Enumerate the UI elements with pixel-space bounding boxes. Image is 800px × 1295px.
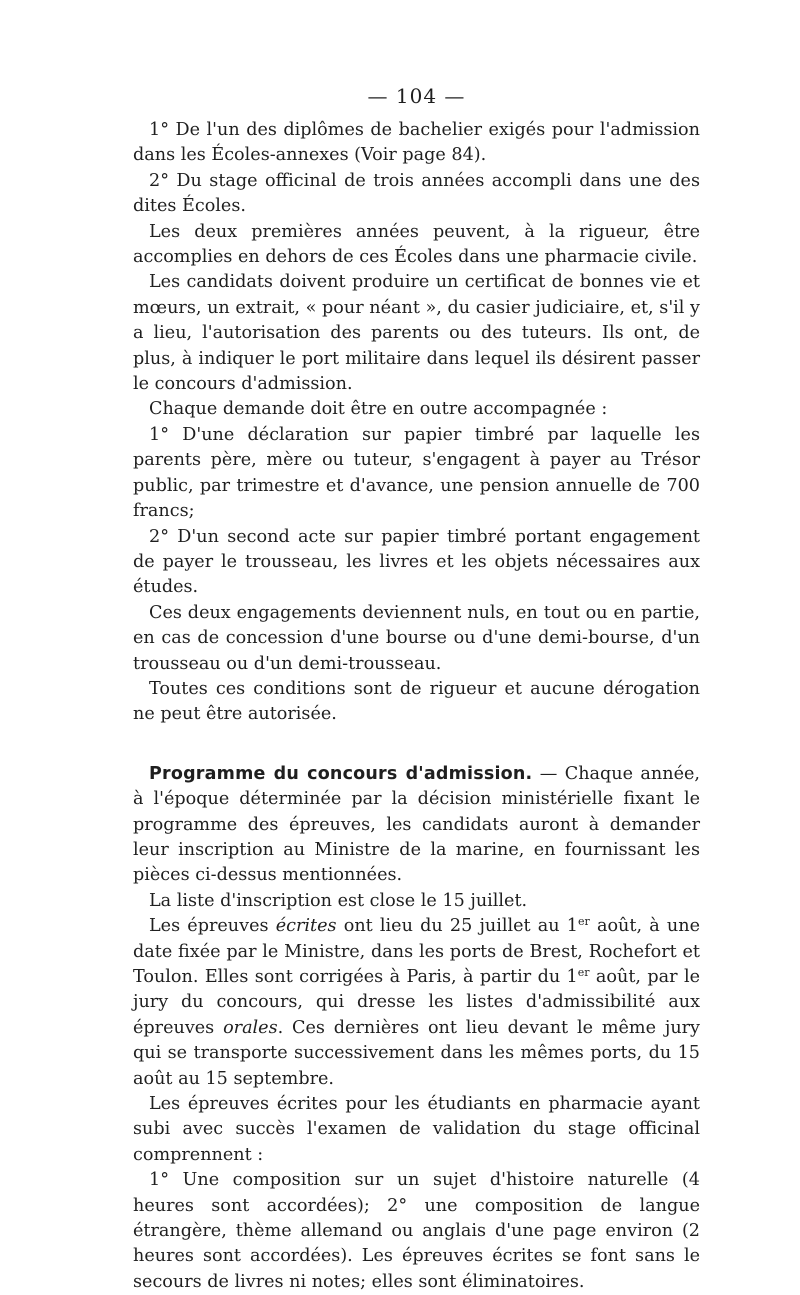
- paragraph-4: Les candidats doivent produire un certificat de bonnes vie et mœurs, un extrait, « pour néant », du casier judiciaire, et, s'il y a lieu, l'autorisation des parents ou des tuteurs. Ils ont, de plus, à indiquer le port militaire dans lequel ils désirent passer le concours d'admission.: [133, 272, 700, 395]
- paragraph-14: 1° Une composition sur un sujet d'histoire naturelle (4 heures sont accordées); 2° une composition de langue étrangère, thème allemand ou anglais d'une page environ (2 heures sont accordées). Les épreuves écrites se font sans le secours de livres ni notes; elles sont éliminatoires.: [133, 1170, 700, 1292]
- paragraph-6: 1° D'une déclaration sur papier timbré par laquelle les parents père, mère ou tuteur, s'engagent à payer au Trésor public, par trimestre et d'avance, une pension annuelle de 700 francs;: [133, 424, 700, 522]
- paragraph-12: [133, 914, 700, 1092]
- paragraph-3: Les deux premières années peuvent, à la rigueur, être accomplies en dehors de ces Écoles dans une pharmacie civile.: [133, 221, 700, 268]
- p12-part-i: . Ces dernières ont lieu devant le même jury qui se transporte successivement dans les mêmes ports, du 15 août au 15 septembre.: [133, 1017, 700, 1089]
- p12-superscript-2: er: [577, 966, 590, 979]
- page-number: — 104 —: [367, 84, 466, 108]
- p12-oral-italic: orales: [223, 1017, 278, 1038]
- p12-superscript-1: er: [578, 915, 590, 929]
- paragraph-11: La liste d'inscription est close le 15 juillet.: [149, 890, 528, 911]
- section-heading: Programme du concours d'admission.: [149, 763, 533, 784]
- p12-written-italic: écrites: [275, 916, 337, 937]
- paragraph-2: 2° Du stage officinal de trois années accompli dans une des dites Écoles.: [133, 170, 700, 217]
- paragraph-1: 1° De l'un des diplômes de bachelier exigés pour l'admission dans les Écoles-annexes (Voir page 84).: [133, 120, 700, 166]
- p12-part-e: août, à une date fixée par le Ministre, dans les ports de Brest, Rochefort et Toulon. Elles sont corrigées à Paris, à partir du 1: [133, 916, 700, 987]
- section-spacer: [133, 728, 700, 762]
- paragraph-7: 2° D'un second acte sur papier timbré portant engagement de payer le trousseau, les livres et les objets nécessaires aux études.: [133, 526, 700, 598]
- paragraph-13: Les épreuves écrites pour les étudiants en pharmacie ayant subi avec succès l'examen de validation du stage officinal comprennent :: [133, 1094, 700, 1165]
- p12-part-a: Les épreuves: [149, 916, 276, 937]
- paragraph-10: [133, 762, 700, 889]
- paragraph-5: Chaque demande doit être en outre accompagnée :: [149, 399, 608, 420]
- paragraph-8: Ces deux engagements deviennent nuls, en tout ou en partie, en cas de concession d'une bourse ou d'une demi-bourse, d'un trousseau ou d'un demi-trousseau.: [133, 602, 700, 674]
- p12-part-c: ont lieu du 25 juillet au 1: [336, 916, 578, 937]
- paragraph-9: Toutes ces conditions sont de rigueur et aucune dérogation ne peut être autorisée.: [133, 678, 700, 725]
- p12-part-g: août, par le jury du concours, qui dresse les listes d'admissibilité aux épreuves: [133, 967, 700, 1038]
- paragraph-10-text: — Chaque année, à l'époque déterminée par la décision ministérielle fixant le programme des épreuves, les candidats auront à demander leur inscription au Ministre de la marine, en fournissant les pièces ci-dessus mentionnées.: [133, 763, 700, 886]
